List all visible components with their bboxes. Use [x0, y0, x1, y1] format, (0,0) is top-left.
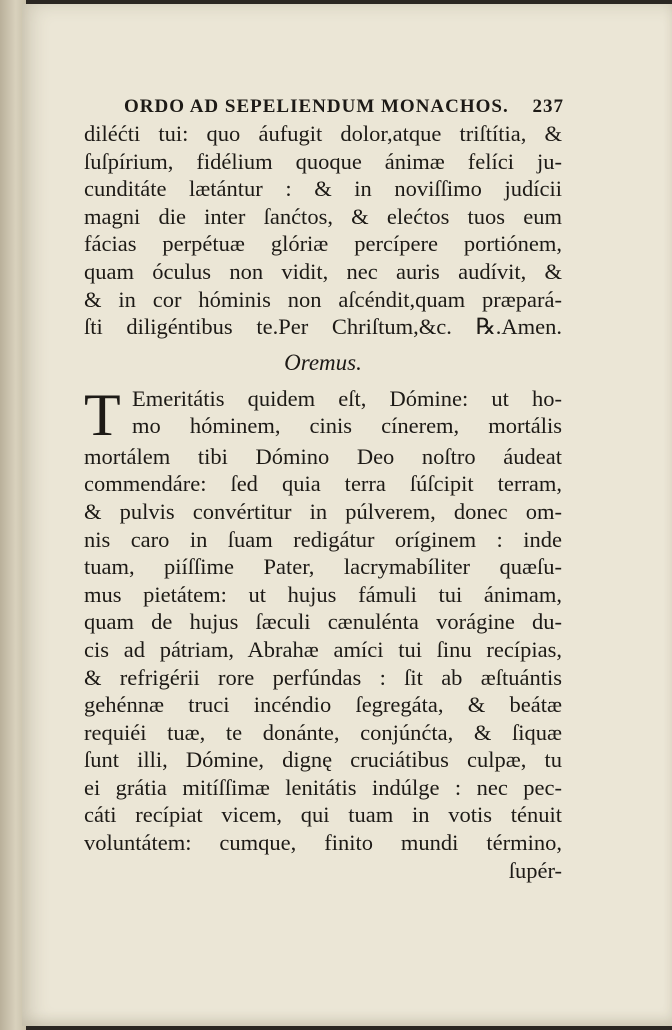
book-page [22, 4, 672, 1026]
dropcap-row [84, 381, 574, 448]
paragraph-1 [84, 120, 574, 341]
text-line: quam óculus non vidit, nec auris audívit, & [84, 258, 562, 284]
drop-cap: T [84, 381, 121, 448]
text-line: requiéi tuæ, te donánte, conjúnćta, & ſiquæ [84, 719, 562, 745]
text-line: & refrigérii rore perfúndas : ſit ab æſtuántis [84, 664, 562, 690]
dropcap-lines [132, 385, 562, 443]
text-line: ei grátia mitíſſimæ lenitátis indúlge : nec pec- [84, 774, 562, 800]
paragraph-2 [84, 443, 574, 857]
text-line: nis caro in ſuam redigátur oríginem : inde [84, 526, 562, 552]
text-line: quam de hujus ſæculi cænulénta vorágine du- [84, 609, 562, 635]
text-line: fácias perpétuæ glóriæ percípere portiónem, [84, 231, 562, 257]
text-line: voluntátem: cumque, finito mundi término, [84, 830, 562, 856]
text-line: commendáre: ſed quia terra ſúſcipit terram, [84, 471, 562, 497]
page-number: 237 [532, 96, 564, 117]
text-line: gehénnæ truci incéndio ſegregáta, & beátæ [84, 692, 562, 718]
text-line: mo hóminem, cinis cínerem, mortális [132, 413, 562, 439]
catchword: ſupér- [508, 857, 562, 883]
text-line: Emeritátis quidem eſt, Dómine: ut ho- [132, 385, 562, 411]
running-head [124, 94, 564, 120]
text-line: mortálem tibi Dómino Deo noſtro áudeat [84, 443, 562, 469]
text-line: tuam, piíſſime Pater, lacrymabíliter quæſu- [84, 554, 562, 580]
text-line: cunditáte lætántur : & in noviſſimo judícii [84, 176, 562, 202]
text-line: mus pietátem: ut hujus fámuli tui ánimam, [84, 581, 562, 607]
text-line: & pulvis convértitur in púlverem, donec om- [84, 498, 562, 524]
running-head-title: ORDO AD SEPELIENDUM MONACHOS. [124, 96, 509, 117]
text-line: ſunt illi, Dómine, dignę cruciátibus culpæ, tu [84, 747, 562, 773]
text-line: cis ad pátriam, Abrahæ amíci tui ſinu recípias, [84, 636, 562, 662]
text-line: ſuſpírium, fidélium quoque ánimæ felíci ju- [84, 148, 562, 174]
text-line: & in cor hóminis non aſcéndit,quam præpará- [84, 286, 562, 312]
text-line: magni die inter ſanćtos, & elećtos tuos eum [84, 203, 562, 229]
text-line: diléćti tui: quo áufugit dolor,atque triſtítia, & [84, 121, 562, 146]
text-line: ſti diligéntibus te.Per Chriſtum,&c. ℞.Amen. [84, 314, 562, 340]
text-line: cáti recípiat vicem, qui tuam in votis ténuit [84, 802, 562, 828]
text-block [84, 94, 574, 884]
section-heading: Oremus. [284, 349, 362, 375]
